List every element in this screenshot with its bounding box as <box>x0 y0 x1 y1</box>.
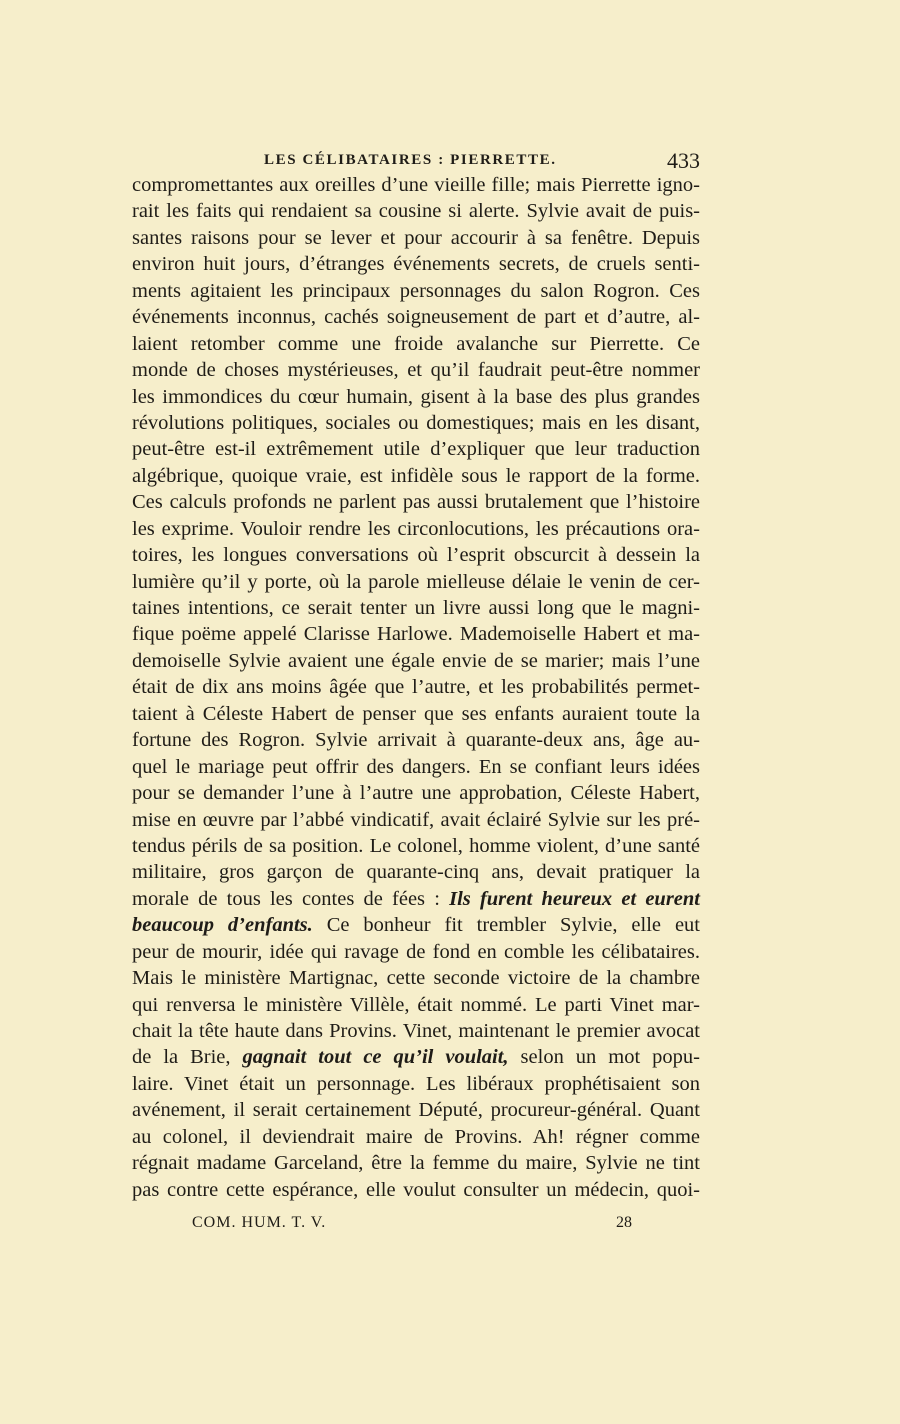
signature-mark: COM. HUM. T. V. <box>192 1214 327 1231</box>
text-segment: au colonel, il deviendrait maire de Provins. Ah! régner comme <box>132 1125 700 1148</box>
text-segment: taient à Céleste Habert de penser que ses enfants auraient toute la <box>132 702 700 725</box>
text-segment: santes raisons pour se lever et pour accourir à sa fenêtre. Depuis <box>132 226 700 249</box>
text-line <box>132 1124 700 1150</box>
text-line <box>132 1177 700 1203</box>
text-line <box>132 648 700 674</box>
text-line <box>132 621 700 647</box>
text-segment: pour se demander l’une à l’autre une approbation, Céleste Habert, <box>132 782 700 805</box>
text-segment: avénement, il serait certainement Député, procureur-général. Quant <box>132 1099 700 1122</box>
text-segment: mise en œuvre par l’abbé vindicatif, avait éclairé Sylvie sur les pré- <box>132 808 700 831</box>
text-line <box>132 939 700 965</box>
text-line <box>132 225 700 251</box>
text-segment: quel le mariage peut offrir des dangers. En se confiant leurs idées <box>132 755 700 778</box>
text-line <box>132 1018 700 1044</box>
text-line <box>132 780 700 806</box>
text-segment: morale de tous les contes de fées : <box>132 887 450 910</box>
text-segment: laient retomber comme une froide avalanche sur Pierrette. Ce <box>132 332 700 355</box>
text-line <box>132 701 700 727</box>
text-segment: laire. Vinet était un personnage. Les libéraux prophétisaient son <box>132 1072 700 1095</box>
text-line <box>132 1150 700 1176</box>
text-segment: événements inconnus, cachés soigneusement de part et d’autre, al- <box>132 306 700 329</box>
text-segment: qui renversa le ministère Villèle, était nommé. Le parti Vinet mar- <box>132 993 700 1016</box>
text-segment: algébrique, quoique vraie, est infidèle sous le rapport de la forme. <box>132 464 700 487</box>
page-number: 433 <box>667 148 700 173</box>
text-segment: Ces calculs profonds ne parlent pas aussi brutalement que l’histoire <box>132 491 700 514</box>
text-line <box>132 436 700 462</box>
text-line <box>132 674 700 700</box>
text-line <box>132 754 700 780</box>
text-segment: environ huit jours, d’étranges événements secrets, de cruels senti- <box>132 253 700 276</box>
italic-text: beaucoup d’enfants. <box>132 914 313 937</box>
text-line <box>132 463 700 489</box>
text-segment: rait les faits qui rendaient sa cousine si alerte. Sylvie avait de puis- <box>132 200 700 223</box>
text-segment: fique poëme appelé Clarisse Harlowe. Mademoiselle Habert et ma- <box>132 623 700 646</box>
text-line <box>132 569 700 595</box>
text-segment: fortune des Rogron. Sylvie arrivait à quarante-deux ans, âge au- <box>132 729 700 752</box>
text-line <box>132 807 700 833</box>
text-segment: était de dix ans moins âgée que l’autre, et les probabilités permet- <box>132 676 700 699</box>
text-line <box>132 410 700 436</box>
text-line <box>132 992 700 1018</box>
text-line <box>132 198 700 224</box>
text-segment: compromettantes aux oreilles d’une vieille fille; mais Pierrette igno- <box>132 174 700 196</box>
running-title: LES CÉLIBATAIRES : PIERRETTE. <box>264 152 557 168</box>
text-segment: lumière qu’il y porte, où la parole mielleuse délaie le venin de cer- <box>132 570 700 593</box>
text-segment: monde de choses mystérieuses, et qu’il faudrait peut-être nommer <box>132 359 700 382</box>
running-header <box>132 148 700 174</box>
text-segment: révolutions politiques, sociales ou domestiques; mais en les disant, <box>132 411 700 434</box>
text-segment: peur de mourir, idée qui ravage de fond en comble les célibataires. <box>132 940 700 963</box>
text-line <box>132 859 700 885</box>
text-line <box>132 172 700 198</box>
italic-text: gagnait tout ce qu’il voulait, <box>242 1046 509 1069</box>
text-line <box>132 727 700 753</box>
text-segment: chait la tête haute dans Provins. Vinet, maintenant le premier avocat <box>132 1020 700 1042</box>
text-segment: selon un mot popu- <box>508 1046 700 1069</box>
text-line <box>132 278 700 304</box>
text-line <box>132 542 700 568</box>
text-line <box>132 1071 700 1097</box>
text-segment: tendus périls de sa position. Le colonel, homme violent, d’une santé <box>132 834 700 857</box>
text-line <box>132 331 700 357</box>
text-line <box>132 595 700 621</box>
text-segment: peut-être est-il extrêmement utile d’expliquer que leur traduction <box>132 438 700 461</box>
text-segment: militaire, gros garçon de quarante-cinq ans, devait pratiquer la <box>132 861 700 884</box>
text-line <box>132 1044 700 1070</box>
text-line <box>132 965 700 991</box>
text-line <box>132 251 700 277</box>
text-line <box>132 1097 700 1123</box>
text-segment: taines intentions, ce serait tenter un livre aussi long que le magni- <box>132 597 700 619</box>
text-line <box>132 516 700 542</box>
text-line <box>132 912 700 938</box>
text-segment: pas contre cette espérance, elle voulut consulter un médecin, quoi- <box>132 1178 700 1201</box>
quire-number: 28 <box>616 1214 632 1231</box>
text-line <box>132 304 700 330</box>
text-segment: régnait madame Garceland, être la femme du maire, Sylvie ne tint <box>132 1152 700 1175</box>
text-line <box>132 833 700 859</box>
text-line <box>132 384 700 410</box>
text-segment: Ce bonheur fit trembler Sylvie, elle eut <box>312 914 700 937</box>
text-segment: Mais le ministère Martignac, cette seconde victoire de la chambre <box>132 967 700 990</box>
text-segment: les immondices du cœur humain, gisent à la base des plus grandes <box>132 385 700 408</box>
italic-text: Ils furent heureux et eurent <box>449 887 700 910</box>
text-segment: demoiselle Sylvie avaient une égale envie de se marier; mais l’une <box>132 649 700 672</box>
text-segment: les exprime. Vouloir rendre les circonlocutions, les précautions ora- <box>132 517 700 540</box>
text-line <box>132 886 700 912</box>
text-line <box>132 489 700 515</box>
text-line <box>132 357 700 383</box>
body-text <box>132 172 700 1203</box>
text-segment: ments agitaient les principaux personnages du salon Rogron. Ces <box>132 279 700 302</box>
text-segment: toires, les longues conversations où l’esprit obscurcit à dessein la <box>132 544 700 567</box>
text-segment: de la Brie, <box>132 1046 243 1069</box>
